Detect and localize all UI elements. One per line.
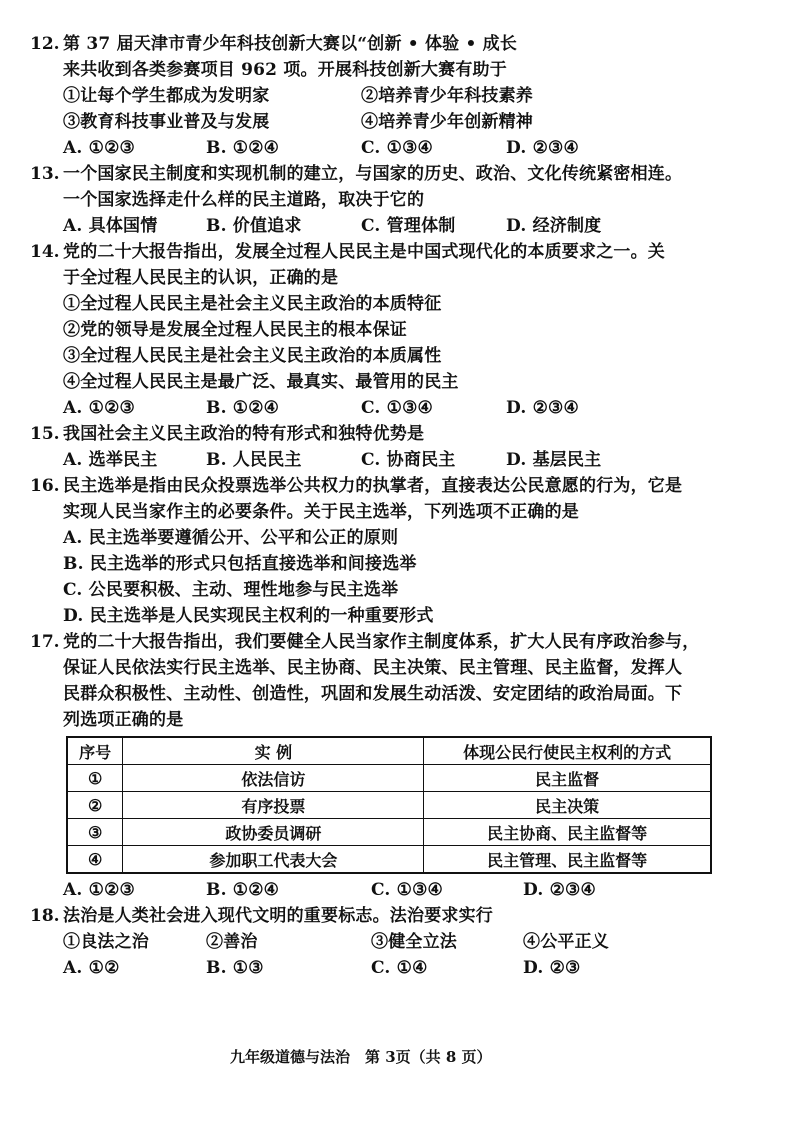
statement: ④公平正义	[523, 932, 609, 952]
option-d: D. 基层民主	[506, 450, 602, 470]
table-header: 实 例	[123, 737, 424, 765]
option-c: C. ①③④	[361, 398, 433, 418]
option-b: B. ①②④	[206, 398, 280, 418]
option-c: C. ①③④	[361, 138, 433, 158]
table-row	[67, 792, 711, 819]
statement: ④全过程人民民主是最广泛、最真实、最管用的民主	[63, 372, 459, 392]
table-cell: 依法信访	[123, 765, 424, 792]
table-cell: 民主监督	[424, 765, 711, 792]
option-a: A. ①②③	[63, 880, 135, 900]
question-stem: 一个国家民主制度和实现机制的建立，与国家的历史、政治、文化传统紧密相连。	[63, 164, 683, 184]
statement: ④培养青少年创新精神	[361, 112, 533, 132]
option-d: D. 经济制度	[506, 216, 602, 236]
question-stem: 党的二十大报告指出，我们要健全人民当家作主制度体系，扩大人民有序政治参与，	[63, 632, 700, 652]
question-stem: 保证人民依法实行民主选举、民主协商、民主决策、民主管理、民主监督，发挥人	[63, 658, 683, 678]
option-a: A. 民主选举要遵循公开、公平和公正的原则	[63, 528, 399, 548]
question-stem: 实现人民当家作主的必要条件。关于民主选举，下列选项不正确的是	[63, 502, 579, 522]
question-stem: 第 37 届天津市青少年科技创新大赛以“创新 • 体验 • 成长	[63, 34, 518, 54]
question-stem: 来共收到各类参赛项目 962 项。开展科技创新大赛有助于	[63, 60, 507, 80]
option-d: D. 民主选举是人民实现民主权利的一种重要形式	[63, 606, 434, 626]
question-stem: 民群众积极性、主动性、创造性，巩固和发展生动活泼、安定团结的政治局面。下	[63, 684, 683, 704]
table-header: 序号	[67, 737, 123, 765]
question-stem: 于全过程人民民主的认识，正确的是	[63, 268, 339, 288]
question-stem: 党的二十大报告指出，发展全过程人民民主是中国式现代化的本质要求之一。关	[63, 242, 665, 262]
option-c: C. ①③④	[371, 880, 443, 900]
table-cell: ③	[67, 819, 123, 846]
statement: ②党的领导是发展全过程人民民主的根本保证	[63, 320, 407, 340]
statement: ③健全立法	[371, 932, 457, 952]
option-c: C. 协商民主	[361, 450, 456, 470]
option-d: D. ②③	[523, 958, 581, 978]
option-d: D. ②③④	[506, 138, 579, 158]
option-b: B. ①②④	[206, 138, 280, 158]
statement: ①全过程人民民主是社会主义民主政治的本质特征	[63, 294, 442, 314]
option-b: B. 民主选举的形式只包括直接选举和间接选举	[63, 554, 417, 574]
question-stem: 一个国家选择走什么样的民主道路，取决于它的	[63, 190, 425, 210]
statement: ②善治	[206, 932, 258, 952]
table-cell: 民主管理、民主监督等	[424, 846, 711, 874]
option-b: B. 价值追求	[206, 216, 302, 236]
table-row	[67, 819, 711, 846]
table-row	[67, 846, 711, 874]
option-a: A. ①②③	[63, 138, 135, 158]
table-cell: 参加职工代表大会	[123, 846, 424, 874]
option-a: A. 选举民主	[63, 450, 158, 470]
statement: ③教育科技事业普及与发展	[63, 112, 270, 132]
option-a: A. ①②③	[63, 398, 135, 418]
statement: ③全过程人民民主是社会主义民主政治的本质属性	[63, 346, 442, 366]
table-header: 体现公民行使民主权利的方式	[424, 737, 711, 765]
page-footer: 九年级道德与法治 第 3页（共 8 页）	[230, 1048, 492, 1066]
question-stem: 法治是人类社会进入现代文明的重要标志。法治要求实行	[63, 906, 493, 926]
option-c: C. 公民要积极、主动、理性地参与民主选举	[63, 580, 399, 600]
option-c: C. 管理体制	[361, 216, 456, 236]
option-b: B. ①③	[206, 958, 264, 978]
question-number: 17.	[30, 632, 60, 652]
rights-table	[66, 736, 712, 874]
question-stem: 民主选举是指由民众投票选举公共权力的执掌者，直接表达公民意愿的行为，它是	[63, 476, 683, 496]
statement: ①良法之治	[63, 932, 149, 952]
question-number: 16.	[30, 476, 60, 496]
option-b: B. 人民民主	[206, 450, 302, 470]
table-cell: ①	[67, 765, 123, 792]
question-stem: 列选项正确的是	[63, 710, 184, 730]
option-d: D. ②③④	[523, 880, 596, 900]
table-cell: 有序投票	[123, 792, 424, 819]
table-header-row	[67, 737, 711, 765]
table-cell: ④	[67, 846, 123, 874]
question-number: 14.	[30, 242, 60, 262]
question-number: 12.	[30, 34, 60, 54]
table-cell: 政协委员调研	[123, 819, 424, 846]
option-a: A. ①②	[63, 958, 120, 978]
question-number: 15.	[30, 424, 60, 444]
table-cell: 民主决策	[424, 792, 711, 819]
option-c: C. ①④	[371, 958, 428, 978]
statement: ①让每个学生都成为发明家	[63, 86, 270, 106]
option-b: B. ①②④	[206, 880, 280, 900]
question-number: 13.	[30, 164, 60, 184]
question-number: 18.	[30, 906, 60, 926]
table-cell: ②	[67, 792, 123, 819]
statement: ②培养青少年科技素养	[361, 86, 533, 106]
option-d: D. ②③④	[506, 398, 579, 418]
question-stem: 我国社会主义民主政治的特有形式和独特优势是	[63, 424, 425, 444]
table-row	[67, 765, 711, 792]
table-cell: 民主协商、民主监督等	[424, 819, 711, 846]
option-a: A. 具体国情	[63, 216, 158, 236]
